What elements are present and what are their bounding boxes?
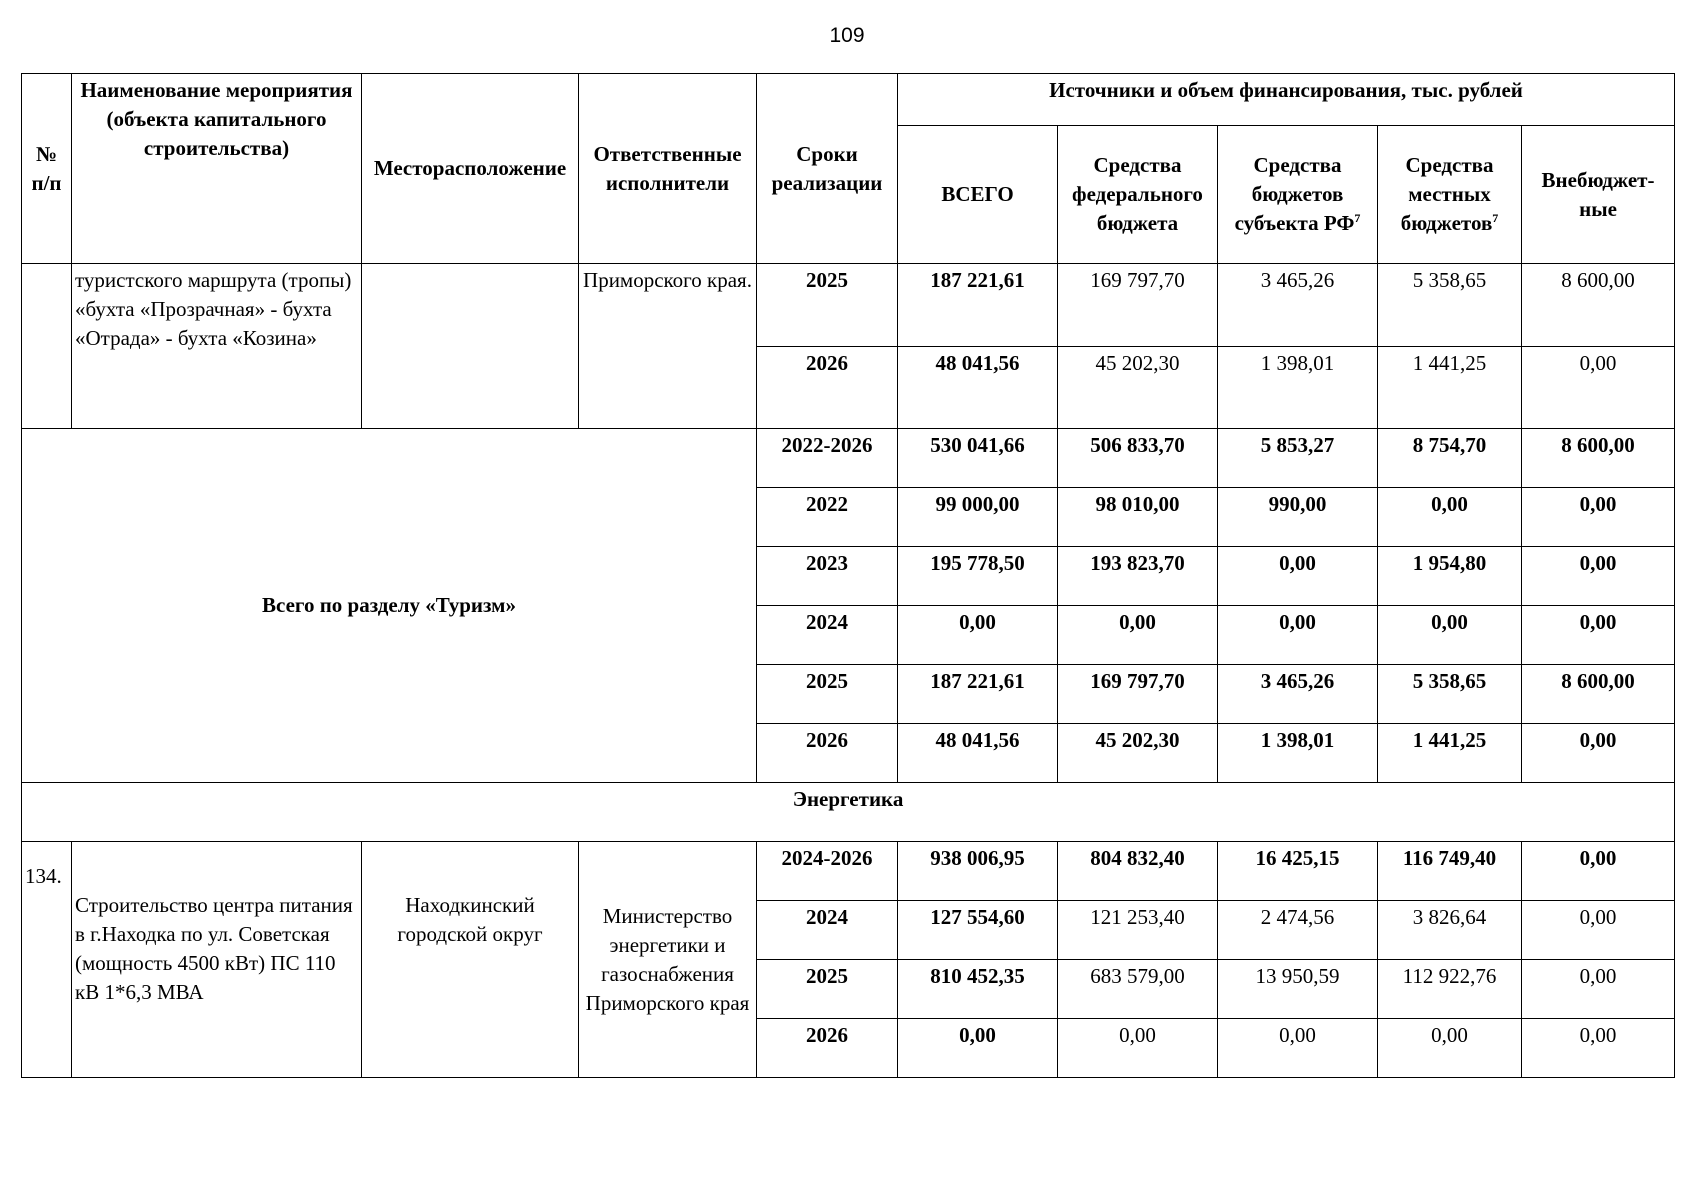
extra-cell: 0,00: [1522, 347, 1675, 429]
local-cell: 0,00: [1378, 606, 1522, 665]
header-sources: Источники и объем финансирования, тыс. рублей: [898, 74, 1675, 126]
local-cell: 0,00: [1378, 1019, 1522, 1078]
header-row-1: [22, 74, 1675, 126]
header-num: № п/п: [22, 74, 72, 264]
footnote-ref: 7: [1354, 211, 1361, 225]
total-cell: 530 041,66: [898, 429, 1058, 488]
header-regional-label: Средства бюджетов субъекта РФ: [1234, 153, 1355, 235]
item-responsible: Министерство энергетики и газоснабжения Приморского края: [579, 842, 757, 1078]
total-cell: 187 221,61: [898, 665, 1058, 724]
total-cell: 127 554,60: [898, 901, 1058, 960]
section-row: [22, 783, 1675, 842]
local-cell: 1 441,25: [1378, 724, 1522, 783]
local-cell: 0,00: [1378, 488, 1522, 547]
regional-cell: 990,00: [1218, 488, 1378, 547]
federal-cell: 169 797,70: [1058, 264, 1218, 347]
header-regional: [1218, 126, 1378, 264]
federal-cell: 0,00: [1058, 606, 1218, 665]
federal-cell: 0,00: [1058, 1019, 1218, 1078]
item-num: 134.: [22, 842, 72, 1078]
local-cell: 112 922,76: [1378, 960, 1522, 1019]
federal-cell: 45 202,30: [1058, 347, 1218, 429]
extra-cell: 8 600,00: [1522, 264, 1675, 347]
year-cell: 2024: [757, 901, 898, 960]
local-cell: 3 826,64: [1378, 901, 1522, 960]
federal-cell: 98 010,00: [1058, 488, 1218, 547]
regional-cell: 0,00: [1218, 606, 1378, 665]
header-total: ВСЕГО: [898, 126, 1058, 264]
total-cell: 0,00: [898, 1019, 1058, 1078]
table-row: [22, 429, 1675, 488]
financing-table: [21, 73, 1675, 1078]
table-row: [22, 842, 1675, 901]
federal-cell: 193 823,70: [1058, 547, 1218, 606]
regional-cell: 16 425,15: [1218, 842, 1378, 901]
federal-cell: 45 202,30: [1058, 724, 1218, 783]
year-cell: 2025: [757, 960, 898, 1019]
extra-cell: 0,00: [1522, 1019, 1675, 1078]
header-extra: Внебюджет-ные: [1522, 126, 1675, 264]
federal-cell: 169 797,70: [1058, 665, 1218, 724]
federal-cell: 506 833,70: [1058, 429, 1218, 488]
year-cell: 2026: [757, 1019, 898, 1078]
local-cell: 5 358,65: [1378, 264, 1522, 347]
year-cell: 2026: [757, 724, 898, 783]
total-cell: 0,00: [898, 606, 1058, 665]
year-cell: 2026: [757, 347, 898, 429]
regional-cell: 13 950,59: [1218, 960, 1378, 1019]
year-cell: 2023: [757, 547, 898, 606]
total-cell: 810 452,35: [898, 960, 1058, 1019]
extra-cell: 0,00: [1522, 960, 1675, 1019]
total-cell: 99 000,00: [898, 488, 1058, 547]
regional-cell: 3 465,26: [1218, 665, 1378, 724]
table-row: [22, 264, 1675, 347]
year-cell: 2025: [757, 264, 898, 347]
header-terms: Сроки реализации: [757, 74, 898, 264]
total-cell: 48 041,56: [898, 724, 1058, 783]
extra-cell: 8 600,00: [1522, 665, 1675, 724]
year-cell: 2025: [757, 665, 898, 724]
year-cell: 2024: [757, 606, 898, 665]
regional-cell: 3 465,26: [1218, 264, 1378, 347]
extra-cell: 0,00: [1522, 606, 1675, 665]
cont-location: [362, 264, 579, 429]
cont-responsible: Приморского края.: [579, 264, 757, 429]
header-name: Наименование мероприятия (объекта капитального строительства): [72, 74, 362, 264]
regional-cell: 5 853,27: [1218, 429, 1378, 488]
federal-cell: 121 253,40: [1058, 901, 1218, 960]
total-cell: 187 221,61: [898, 264, 1058, 347]
extra-cell: 0,00: [1522, 842, 1675, 901]
total-cell: 938 006,95: [898, 842, 1058, 901]
extra-cell: 8 600,00: [1522, 429, 1675, 488]
tourism-total-label: Всего по разделу «Туризм»: [22, 429, 757, 783]
regional-cell: 0,00: [1218, 547, 1378, 606]
federal-cell: 804 832,40: [1058, 842, 1218, 901]
local-cell: 116 749,40: [1378, 842, 1522, 901]
section-title-energy: Энергетика: [22, 783, 1675, 842]
year-cell: 2022-2026: [757, 429, 898, 488]
header-local: [1378, 126, 1522, 264]
page-number: 109: [829, 24, 865, 47]
extra-cell: 0,00: [1522, 901, 1675, 960]
cont-num: [22, 264, 72, 429]
header-local-label: Средства местных бюджетов: [1400, 153, 1494, 235]
regional-cell: 1 398,01: [1218, 347, 1378, 429]
item-name: Строительство центра питания в г.Находка по ул. Советская (мощность 4500 кВт) ПС 110 кВ 1*6,3 МВА: [72, 842, 362, 1078]
header-federal: Средства федерального бюджета: [1058, 126, 1218, 264]
federal-cell: 683 579,00: [1058, 960, 1218, 1019]
extra-cell: 0,00: [1522, 488, 1675, 547]
local-cell: 8 754,70: [1378, 429, 1522, 488]
regional-cell: 0,00: [1218, 1019, 1378, 1078]
header-location: Месторасположение: [362, 74, 579, 264]
local-cell: 5 358,65: [1378, 665, 1522, 724]
local-cell: 1 441,25: [1378, 347, 1522, 429]
year-cell: 2022: [757, 488, 898, 547]
regional-cell: 1 398,01: [1218, 724, 1378, 783]
local-cell: 1 954,80: [1378, 547, 1522, 606]
item-location: Находкинский городской округ: [362, 842, 579, 1078]
year-cell: 2024-2026: [757, 842, 898, 901]
header-responsible: Ответственные исполнители: [579, 74, 757, 264]
total-cell: 48 041,56: [898, 347, 1058, 429]
extra-cell: 0,00: [1522, 547, 1675, 606]
regional-cell: 2 474,56: [1218, 901, 1378, 960]
footnote-ref: 7: [1492, 211, 1499, 225]
extra-cell: 0,00: [1522, 724, 1675, 783]
total-cell: 195 778,50: [898, 547, 1058, 606]
cont-name: туристского маршрута (тропы) «бухта «Прозрачная» - бухта «Отрада» - бухта «Козина»: [72, 264, 362, 429]
